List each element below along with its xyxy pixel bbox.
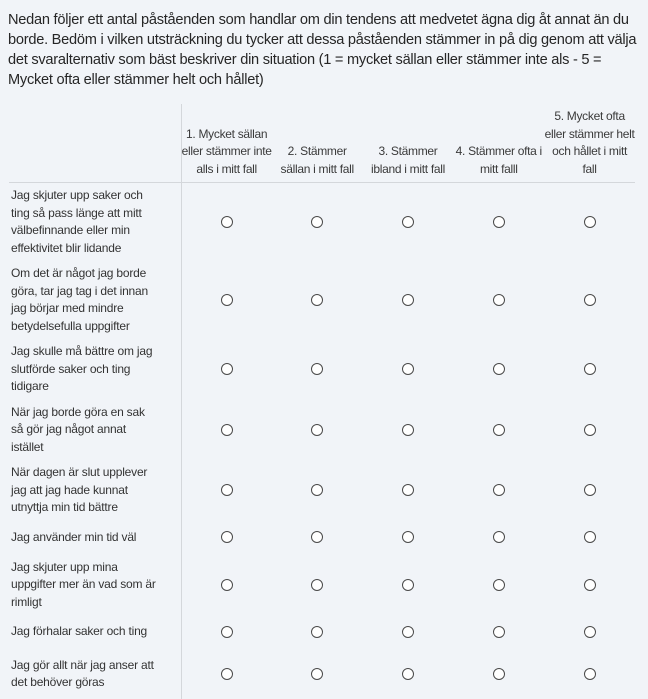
survey-instructions: Nedan följer ett antal påståenden som handlar om din tendens att medvetet ägna dig åt annat än du borde. Bedöm i vilken utsträckning du tycker att dessa påståenden stämmer in på dig genom att välja det svaralternativ som bäst beskriver din situation (1 = mycket sällan eller stämmer inte als - 5 = Mycket ofta eller stämmer helt och hållet) bbox=[8, 10, 640, 90]
answer-cell bbox=[453, 400, 544, 461]
radio-option-5[interactable] bbox=[584, 424, 596, 436]
radio-option-2[interactable] bbox=[311, 363, 323, 375]
answer-cell bbox=[363, 183, 454, 262]
answer-cell bbox=[181, 615, 272, 649]
answer-cell bbox=[181, 521, 272, 555]
question-row bbox=[9, 183, 635, 262]
answer-cell bbox=[544, 649, 635, 699]
radio-option-1[interactable] bbox=[221, 668, 233, 680]
radio-option-5[interactable] bbox=[584, 216, 596, 228]
radio-option-1[interactable] bbox=[221, 363, 233, 375]
answer-cell bbox=[544, 460, 635, 521]
answer-cell bbox=[181, 261, 272, 339]
answer-cell bbox=[272, 261, 363, 339]
question-row bbox=[9, 400, 635, 461]
radio-option-1[interactable] bbox=[221, 294, 233, 306]
radio-option-4[interactable] bbox=[493, 216, 505, 228]
question-statement: När jag borde göra en sak så gör jag något annat istället bbox=[9, 400, 181, 461]
answer-cell bbox=[272, 183, 363, 262]
radio-option-3[interactable] bbox=[402, 363, 414, 375]
radio-option-4[interactable] bbox=[493, 424, 505, 436]
radio-option-2[interactable] bbox=[311, 424, 323, 436]
radio-option-3[interactable] bbox=[402, 484, 414, 496]
answer-cell bbox=[363, 555, 454, 616]
radio-option-3[interactable] bbox=[402, 424, 414, 436]
answer-cell bbox=[453, 555, 544, 616]
radio-option-4[interactable] bbox=[493, 626, 505, 638]
radio-option-2[interactable] bbox=[311, 668, 323, 680]
question-statement: Jag skjuter upp saker och ting så pass länge att mitt välbefinnande eller min effektivitet blir lidande bbox=[9, 183, 181, 262]
question-statement: Om det är något jag borde göra, tar jag tag i det innan jag börjar med mindre betydelsefulla uppgifter bbox=[9, 261, 181, 339]
answer-cell bbox=[181, 183, 272, 262]
radio-option-4[interactable] bbox=[493, 531, 505, 543]
question-row bbox=[9, 339, 635, 400]
radio-option-4[interactable] bbox=[493, 294, 505, 306]
question-statement: Jag använder min tid väl bbox=[9, 521, 181, 555]
radio-option-5[interactable] bbox=[584, 484, 596, 496]
answer-cell bbox=[181, 555, 272, 616]
radio-option-3[interactable] bbox=[402, 531, 414, 543]
answer-cell bbox=[363, 400, 454, 461]
answer-cell bbox=[181, 339, 272, 400]
answer-cell bbox=[272, 460, 363, 521]
answer-cell bbox=[272, 339, 363, 400]
question-row bbox=[9, 460, 635, 521]
radio-option-2[interactable] bbox=[311, 484, 323, 496]
matrix-body bbox=[9, 183, 635, 699]
answer-cell bbox=[544, 521, 635, 555]
radio-option-2[interactable] bbox=[311, 626, 323, 638]
radio-option-4[interactable] bbox=[493, 484, 505, 496]
answer-cell bbox=[363, 649, 454, 699]
question-statement: Jag skjuter upp mina uppgifter mer än vad som är rimligt bbox=[9, 555, 181, 616]
answer-cell bbox=[272, 521, 363, 555]
answer-cell bbox=[272, 400, 363, 461]
answer-cell bbox=[544, 183, 635, 262]
answer-cell bbox=[453, 261, 544, 339]
radio-option-1[interactable] bbox=[221, 531, 233, 543]
matrix-corner-cell bbox=[9, 104, 181, 183]
answer-cell bbox=[272, 615, 363, 649]
question-statement: Jag gör allt när jag anser att det behöver göras bbox=[9, 649, 181, 699]
answer-cell bbox=[181, 400, 272, 461]
answer-cell bbox=[544, 261, 635, 339]
answer-cell bbox=[453, 615, 544, 649]
answer-cell bbox=[453, 460, 544, 521]
radio-option-2[interactable] bbox=[311, 216, 323, 228]
answer-cell bbox=[363, 615, 454, 649]
question-row bbox=[9, 521, 635, 555]
radio-option-2[interactable] bbox=[311, 531, 323, 543]
column-header-option-1: 1. Mycket sällan eller stämmer inte alls i mitt fall bbox=[181, 104, 272, 183]
matrix-header-row bbox=[9, 104, 635, 183]
answer-cell bbox=[181, 649, 272, 699]
radio-option-3[interactable] bbox=[402, 294, 414, 306]
radio-option-1[interactable] bbox=[221, 216, 233, 228]
answer-cell bbox=[544, 400, 635, 461]
answer-cell bbox=[544, 555, 635, 616]
answer-cell bbox=[363, 339, 454, 400]
radio-option-4[interactable] bbox=[493, 668, 505, 680]
radio-option-1[interactable] bbox=[221, 484, 233, 496]
answer-cell bbox=[453, 521, 544, 555]
question-row bbox=[9, 555, 635, 616]
radio-option-1[interactable] bbox=[221, 579, 233, 591]
radio-option-3[interactable] bbox=[402, 668, 414, 680]
radio-option-5[interactable] bbox=[584, 668, 596, 680]
radio-option-5[interactable] bbox=[584, 363, 596, 375]
column-header-option-4: 4. Stämmer ofta i mitt falll bbox=[453, 104, 544, 183]
radio-option-4[interactable] bbox=[493, 363, 505, 375]
radio-option-5[interactable] bbox=[584, 531, 596, 543]
radio-option-4[interactable] bbox=[493, 579, 505, 591]
radio-option-3[interactable] bbox=[402, 626, 414, 638]
answer-cell bbox=[181, 460, 272, 521]
answer-cell bbox=[544, 339, 635, 400]
answer-cell bbox=[272, 649, 363, 699]
answer-cell bbox=[544, 615, 635, 649]
column-header-option-5: 5. Mycket ofta eller stämmer helt och hållet i mitt fall bbox=[544, 104, 635, 183]
question-row bbox=[9, 649, 635, 699]
radio-option-3[interactable] bbox=[402, 216, 414, 228]
column-header-option-2: 2. Stämmer sällan i mitt fall bbox=[272, 104, 363, 183]
question-statement: När dagen är slut upplever jag att jag hade kunnat utnyttja min tid bättre bbox=[9, 460, 181, 521]
radio-option-5[interactable] bbox=[584, 626, 596, 638]
radio-option-5[interactable] bbox=[584, 579, 596, 591]
question-statement: Jag skulle må bättre om jag slutförde saker och ting tidigare bbox=[9, 339, 181, 400]
column-header-option-3: 3. Stämmer ibland i mitt fall bbox=[363, 104, 454, 183]
answer-cell bbox=[453, 649, 544, 699]
question-row bbox=[9, 261, 635, 339]
radio-option-1[interactable] bbox=[221, 626, 233, 638]
answer-cell bbox=[363, 521, 454, 555]
answer-cell bbox=[453, 339, 544, 400]
answer-cell bbox=[272, 555, 363, 616]
question-row bbox=[9, 615, 635, 649]
question-statement: Jag förhalar saker och ting bbox=[9, 615, 181, 649]
answer-cell bbox=[363, 261, 454, 339]
radio-option-1[interactable] bbox=[221, 424, 233, 436]
radio-option-2[interactable] bbox=[311, 294, 323, 306]
answer-cell bbox=[363, 460, 454, 521]
radio-option-2[interactable] bbox=[311, 579, 323, 591]
answer-cell bbox=[453, 183, 544, 262]
radio-option-3[interactable] bbox=[402, 579, 414, 591]
radio-option-5[interactable] bbox=[584, 294, 596, 306]
likert-matrix bbox=[9, 104, 635, 699]
